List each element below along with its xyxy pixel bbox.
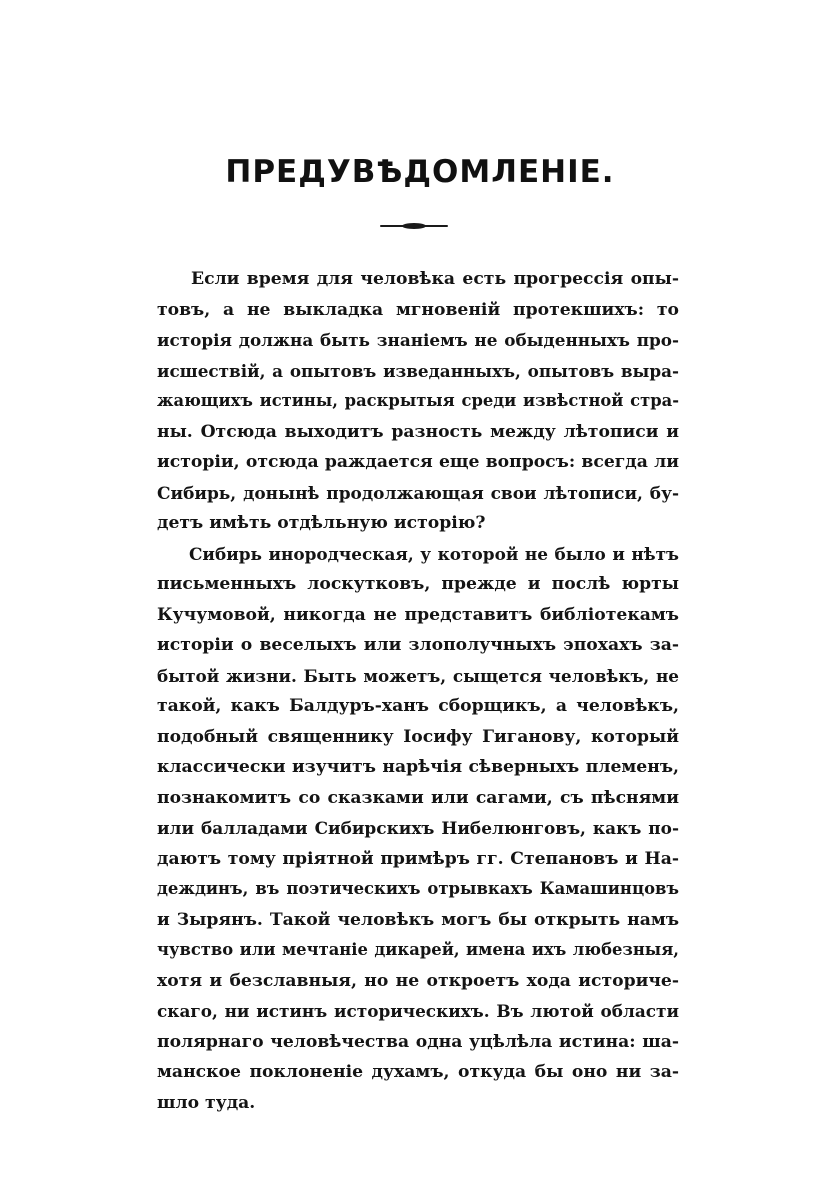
ornamental-rule-swell bbox=[402, 223, 426, 229]
text-line: даютъ тому пріятной примѣръ гг. Степановъ и На- bbox=[157, 848, 679, 869]
text-line: исшествій, а опытовъ изведанныхъ, опытовъ выра- bbox=[157, 360, 679, 381]
ornamental-rule bbox=[380, 221, 448, 231]
text-line: исторіи, отсюда раждается еще вопросъ: всегда ли bbox=[157, 452, 679, 472]
text-line: классически изучитъ нарѣчія сѣверныхъ племенъ, bbox=[157, 757, 679, 777]
text-line: и Зырянъ. Такой человѣкъ могъ бы открыть намъ bbox=[157, 909, 679, 930]
text-line: хотя и безславныя, но не откроетъ хода историче- bbox=[157, 970, 679, 991]
text-line: скаго, ни истинъ историческихъ. Въ лютой области bbox=[157, 1001, 679, 1021]
text-line: бытой жизни. Быть можетъ, сыщется человѣкъ, не bbox=[157, 665, 679, 686]
page-title: ПРЕДУВѢДОМЛЕНІЕ. bbox=[225, 154, 615, 190]
text-line: познакомитъ со сказками или сагами, съ пѣснями bbox=[157, 787, 679, 808]
text-line: Сибирь, донынѣ продолжающая свои лѣтописи, бу- bbox=[157, 482, 679, 503]
text-line: шло туда. bbox=[157, 1092, 256, 1113]
text-line: письменныхъ лоскутковъ, прежде и послѣ юрты bbox=[157, 574, 679, 594]
text-line: товъ, а не выкладка мгновеній протекшихъ: то bbox=[157, 299, 679, 320]
text-line: Если время для человѣка есть прогрессія опы- bbox=[191, 269, 679, 289]
text-line: или балладами Сибирскихъ Нибелюнговъ, какъ по- bbox=[157, 818, 679, 838]
text-line: детъ имѣть отдѣльную исторію? bbox=[157, 513, 486, 533]
text-line: Кучумовой, никогда не представитъ библіотекамъ bbox=[157, 604, 679, 625]
text-line: исторія должна быть знаніемъ не обыденныхъ про- bbox=[157, 330, 679, 350]
text-line: подобный священнику Іосифу Гиганову, который bbox=[157, 726, 679, 747]
body-text bbox=[157, 264, 679, 1118]
text-line: ны. Отсюда выходитъ разность между лѣтописи и bbox=[157, 421, 679, 442]
text-line: манское поклоненіе духамъ, откуда бы оно ни за- bbox=[157, 1062, 679, 1082]
text-line: полярнаго человѣчества одна уцѣлѣла истина: ша- bbox=[157, 1031, 679, 1052]
text-line: Сибирь инородческая, у которой не было и нѣтъ bbox=[189, 543, 679, 564]
text-line: жающихъ истины, раскрытыя среди извѣстной стра- bbox=[157, 391, 679, 410]
text-line: исторіи о веселыхъ или злополучныхъ эпохахъ за- bbox=[157, 635, 679, 655]
text-line: деждинъ, въ поэтическихъ отрывкахъ Камашинцовъ bbox=[157, 879, 679, 898]
text-line: такой, какъ Балдуръ-ханъ сборщикъ, а человѣкъ, bbox=[157, 696, 679, 716]
text-line: чувство или мечтаніе дикарей, имена ихъ любезныя, bbox=[157, 940, 679, 959]
